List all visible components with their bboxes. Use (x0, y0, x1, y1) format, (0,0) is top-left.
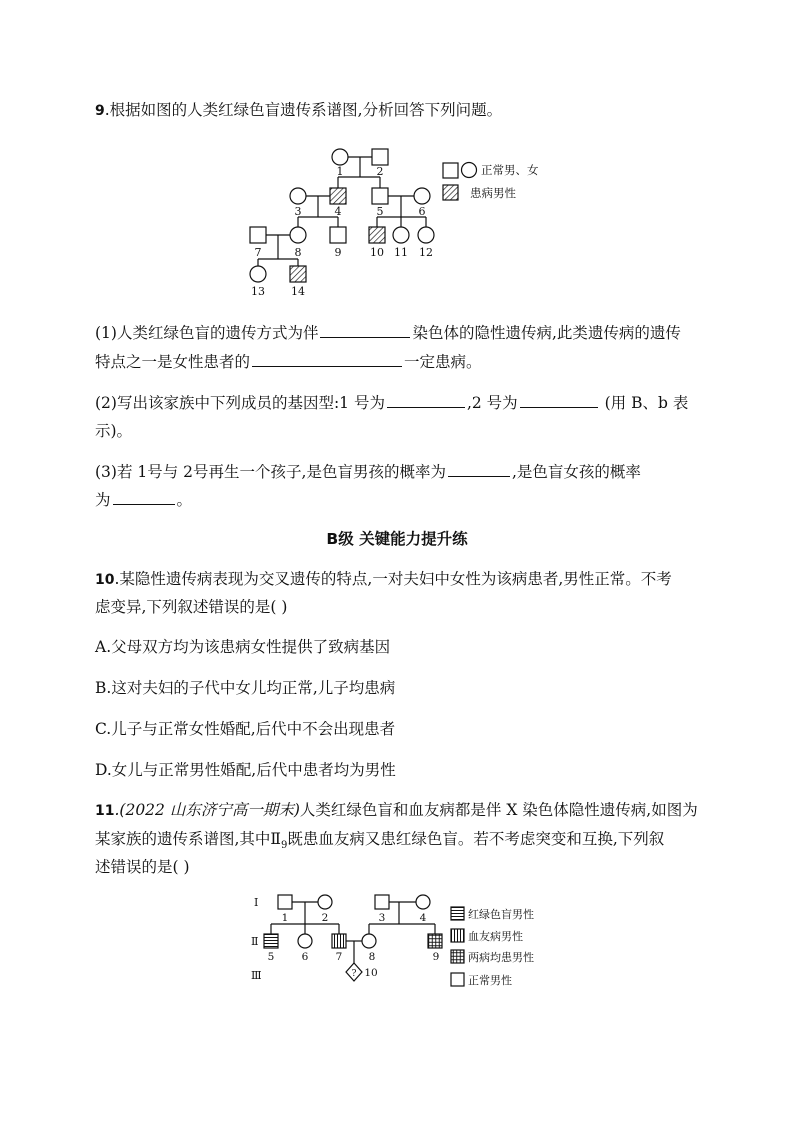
q10-option-d[interactable]: D.女儿与正常男性婚配,后代中患者均为男性 (95, 761, 396, 779)
q11-individual-I2 (318, 895, 332, 909)
q11-label-9: 9 (432, 951, 440, 963)
q9-stem (95, 99, 502, 122)
q9-label-10: 10 (370, 246, 384, 259)
q9-individual-8 (290, 227, 306, 243)
q9-label-12: 12 (419, 246, 433, 259)
q11-label-4: 4 (419, 912, 427, 924)
q9-blank-2[interactable] (252, 350, 402, 367)
q9-stem-text: .根据如图的人类红绿色盲遗传系谱图,分析回答下列问题。 (104, 101, 503, 119)
q9-label-7: 7 (254, 246, 262, 259)
q10-stem-line2: 虑变异,下列叙述错误的是( ) (95, 598, 288, 616)
q9-part1-line2: 特点之一是女性患者的 一定患病。 (95, 350, 482, 373)
q9-individual-2 (372, 149, 388, 165)
q9-blank-6[interactable] (113, 488, 175, 505)
q11-label-3: 3 (378, 912, 386, 924)
q11-individual-II6 (298, 934, 312, 948)
q9-label-1: 1 (336, 165, 344, 178)
q11-label-5: 5 (267, 951, 275, 963)
q11-stem-line1: 11.(2022 山东济宁高一期末)人类红绿色盲和血友病都是伴 X 染色体隐性遗传病,如图为 (95, 801, 698, 819)
q9-label-5: 5 (376, 205, 384, 218)
q9-individual-12 (418, 227, 434, 243)
q11-gen-I: Ⅰ (254, 896, 259, 909)
q11-legend-hemophilia-icon (451, 929, 464, 942)
q9-part1-line1: (1)人类红绿色盲的遗传方式为伴 染色体的隐性遗传病,此类遗传病的遗传 (95, 321, 681, 344)
q9-blank-4[interactable] (520, 391, 598, 408)
q9-label-14: 14 (291, 285, 305, 298)
q9-individual-1 (332, 149, 348, 165)
q11-gen-III: Ⅲ (251, 969, 262, 982)
q9-individual-4 (330, 188, 346, 204)
q11-individual-II5 (264, 934, 278, 948)
q10-number: 10 (95, 572, 115, 588)
q11-stem-line2: 某家族的遗传系谱图,其中$Ⅱ_9$既患血友病又患红绿色盲。若不考虑突变和互换,下列叙 (95, 830, 665, 852)
q11-individual-I1 (278, 895, 292, 909)
q9-individual-3 (290, 188, 306, 204)
q9-part2-line1: (2)写出该家族中下列成员的基因型:1 号为 ,2 号为 (用 B、b 表 (95, 391, 688, 414)
q11-label-8: 8 (368, 951, 376, 963)
q9-individual-7 (250, 227, 266, 243)
q10-option-a[interactable]: A.父母双方均为该患病女性提供了致病基因 (95, 638, 391, 656)
q11-individual-I3 (375, 895, 389, 909)
q11-legend-colorblind-icon (451, 907, 464, 920)
q9-label-3: 3 (294, 205, 302, 218)
q10-option-b[interactable]: B.这对夫妇的子代中女儿均正常,儿子均患病 (95, 679, 396, 697)
q11-individual-II9 (428, 934, 442, 948)
q11-number: 11 (95, 803, 115, 819)
q11-gen-II: Ⅱ (251, 935, 259, 948)
q9-label-13: 13 (251, 285, 265, 298)
q9-legend-normal-male-icon (443, 163, 458, 178)
q11-individual-II7 (332, 934, 346, 948)
q11-label-10: 10 (364, 967, 378, 979)
q9-number: 9 (95, 103, 105, 119)
q9-legend-normal-female-icon (462, 163, 477, 178)
q9-blank-5[interactable] (448, 460, 510, 477)
q11-source: .(2022 山东济宁高一期末) (114, 801, 300, 819)
q11-stem-line3: 述错误的是( ) (95, 858, 190, 876)
q11-legend-colorblind-text: 红绿色盲男性 (468, 908, 534, 921)
q9-individual-9 (330, 227, 346, 243)
q11-individual-II8 (362, 934, 376, 948)
q9-pedigree-figure (0, 135, 794, 315)
q9-label-4: 4 (334, 205, 342, 218)
q11-legend-hemophilia-text: 血友病男性 (468, 930, 523, 943)
q9-legend-affected-text: 患病男性 (470, 186, 516, 200)
q10-option-c[interactable]: C.儿子与正常女性婚配,后代中不会出现患者 (95, 720, 396, 738)
section-b-title: B级 关键能力提升练 (326, 530, 468, 548)
q10-stem-line1: 10.某隐性遗传病表现为交叉遗传的特点,一对夫妇中女性为该病患者,男性正常。不考 (95, 570, 672, 588)
q11-legend-normal-text: 正常男性 (468, 974, 512, 987)
q9-label-2: 2 (376, 165, 384, 178)
q9-blank-3[interactable] (387, 391, 465, 408)
q9-individual-14 (290, 266, 306, 282)
q9-individual-6 (414, 188, 430, 204)
q9-part2-line2: 示)。 (95, 422, 133, 440)
q11-legend-both-icon (451, 950, 464, 963)
q9-label-9: 9 (334, 246, 342, 259)
q11-label-2: 2 (321, 912, 329, 924)
q11-label-6: 6 (301, 951, 309, 963)
q11-individual-I4 (416, 895, 430, 909)
q11-label-7: 7 (335, 951, 343, 963)
q9-label-11: 11 (394, 246, 408, 259)
q9-individual-13 (250, 266, 266, 282)
q9-label-8: 8 (294, 246, 302, 259)
q9-part3-line1: (3)若 1号与 2号再生一个孩子,是色盲男孩的概率为 ,是色盲女孩的概率 (95, 460, 641, 483)
q11-unknown-mark: ? (351, 969, 357, 979)
q9-legend-normal-text: 正常男、女 (481, 163, 539, 177)
q11-label-1: 1 (281, 912, 289, 924)
q11-pedigree-figure (0, 888, 794, 998)
q9-label-6: 6 (418, 205, 426, 218)
q11-legend-both-text: 两病均患男性 (468, 951, 534, 964)
q9-legend-affected-male-icon (443, 185, 458, 200)
q11-legend-normal-icon (451, 973, 464, 986)
q9-individual-5 (372, 188, 388, 204)
q9-part3-line2: 为 。 (95, 488, 192, 511)
q9-blank-1[interactable] (320, 321, 410, 338)
q9-individual-11 (393, 227, 409, 243)
q9-individual-10 (369, 227, 385, 243)
